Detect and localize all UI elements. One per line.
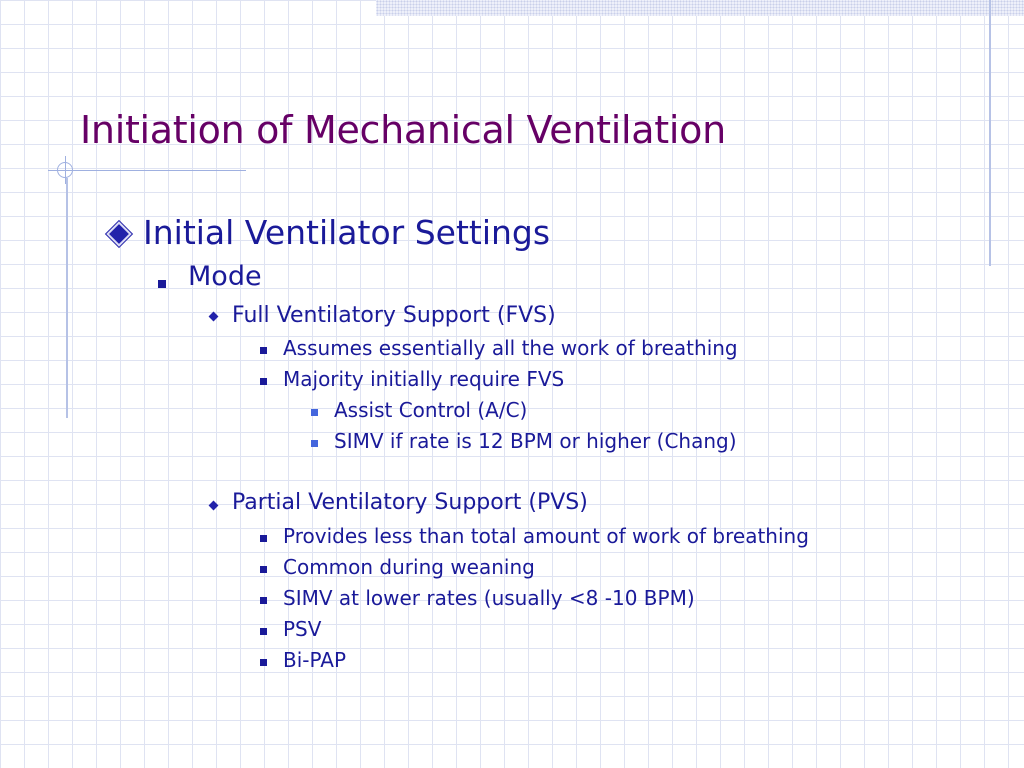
light-square-bullet-icon bbox=[311, 440, 318, 447]
square-bullet-icon bbox=[260, 659, 267, 666]
bullet-fvs: Full Ventilatory Support (FVS) bbox=[232, 303, 556, 328]
diamond-bullet-icon bbox=[106, 221, 131, 246]
list-item: Provides less than total amount of work of breathing bbox=[283, 524, 809, 548]
list-item: Bi-PAP bbox=[283, 648, 347, 672]
light-square-bullet-icon bbox=[311, 409, 318, 416]
square-bullet-icon bbox=[260, 535, 267, 542]
small-diamond-bullet-icon bbox=[209, 312, 219, 322]
left-decorative-line bbox=[66, 178, 68, 418]
bullet-mode: Mode bbox=[188, 261, 262, 292]
right-decorative-line bbox=[989, 0, 991, 266]
square-bullet-icon bbox=[158, 280, 166, 288]
square-bullet-icon bbox=[260, 566, 267, 573]
slide-title: Initiation of Mechanical Ventilation bbox=[80, 108, 726, 152]
title-underline bbox=[48, 170, 246, 171]
square-bullet-icon bbox=[260, 597, 267, 604]
square-bullet-icon bbox=[260, 378, 267, 385]
list-item: Assist Control (A/C) bbox=[334, 398, 528, 422]
square-bullet-icon bbox=[260, 347, 267, 354]
list-item: Assumes essentially all the work of breathing bbox=[283, 336, 738, 360]
square-bullet-icon bbox=[260, 628, 267, 635]
small-diamond-bullet-icon bbox=[209, 501, 219, 511]
heading-initial-ventilator-settings: Initial Ventilator Settings bbox=[143, 213, 551, 252]
list-item: Common during weaning bbox=[283, 555, 535, 579]
list-item: PSV bbox=[283, 617, 322, 641]
title-crosshair-line bbox=[65, 156, 66, 184]
bullet-pvs: Partial Ventilatory Support (PVS) bbox=[232, 490, 588, 515]
list-item: Majority initially require FVS bbox=[283, 367, 565, 391]
top-decorative-band bbox=[376, 0, 1024, 16]
list-item: SIMV if rate is 12 BPM or higher (Chang) bbox=[334, 429, 737, 453]
list-item: SIMV at lower rates (usually <8 -10 BPM) bbox=[283, 586, 695, 610]
